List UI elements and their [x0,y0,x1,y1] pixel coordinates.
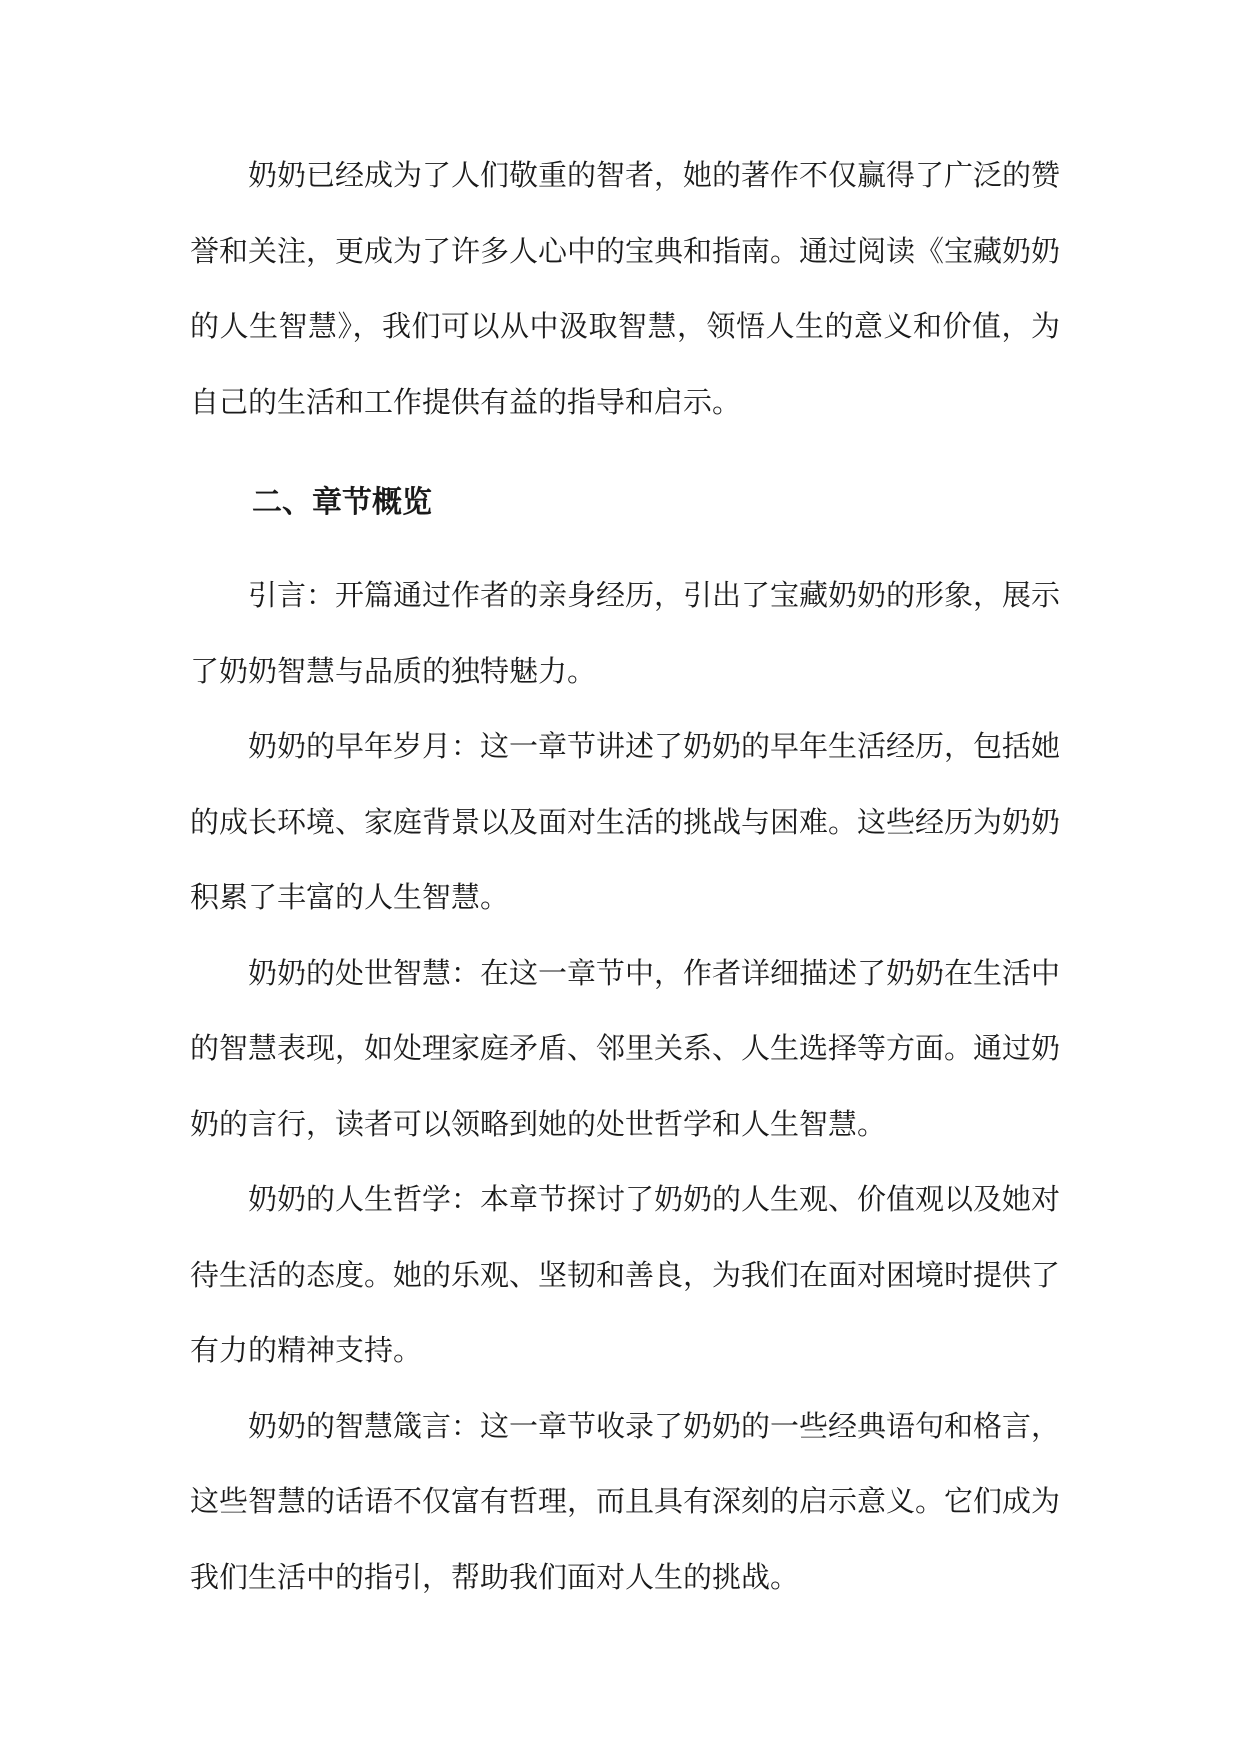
chapter-paragraph-worldly-wisdom: 奶奶的处世智慧：在这一章节中，作者详细描述了奶奶在生活中的智慧表现，如处理家庭矛盾、邻里关系、人生选择等方面。通过奶奶的言行，读者可以领略到她的处世哲学和人生智慧。 [190,955,1061,1141]
section-heading: 二、章节概览 [252,485,432,520]
chapter-paragraph-intro: 引言：开篇通过作者的亲身经历，引出了宝藏奶奶的形象，展示了奶奶智慧与品质的独特魅力。 [190,578,1061,688]
document-page [190,138,1060,1615]
chapter-paragraph-early-years: 奶奶的早年岁月：这一章节讲述了奶奶的早年生活经历，包括她的成长环境、家庭背景以及面对生活的挑战与困难。这些经历为奶奶积累了丰富的人生智慧。 [190,729,1061,914]
intro-paragraph: 奶奶已经成为了人们敬重的智者，她的著作不仅赢得了广泛的赞誉和关注，更成为了许多人心中的宝典和指南。通过阅读《宝藏奶奶的人生智慧》，我们可以从中汲取智慧，领悟人生的意义和价值，为自己的生活和工作提供有益的指导和启示。 [190,158,1061,419]
chapter-paragraph-wisdom-sayings: 奶奶的智慧箴言：这一章节收录了奶奶的一些经典语句和格言，这些智慧的话语不仅富有哲理，而且具有深刻的启示意义。它们成为我们生活中的指引，帮助我们面对人生的挑战。 [190,1408,1061,1594]
chapter-paragraph-life-philosophy: 奶奶的人生哲学：本章节探讨了奶奶的人生观、价值观以及她对待生活的态度。她的乐观、坚韧和善良，为我们在面对困境时提供了有力的精神支持。 [190,1182,1061,1367]
